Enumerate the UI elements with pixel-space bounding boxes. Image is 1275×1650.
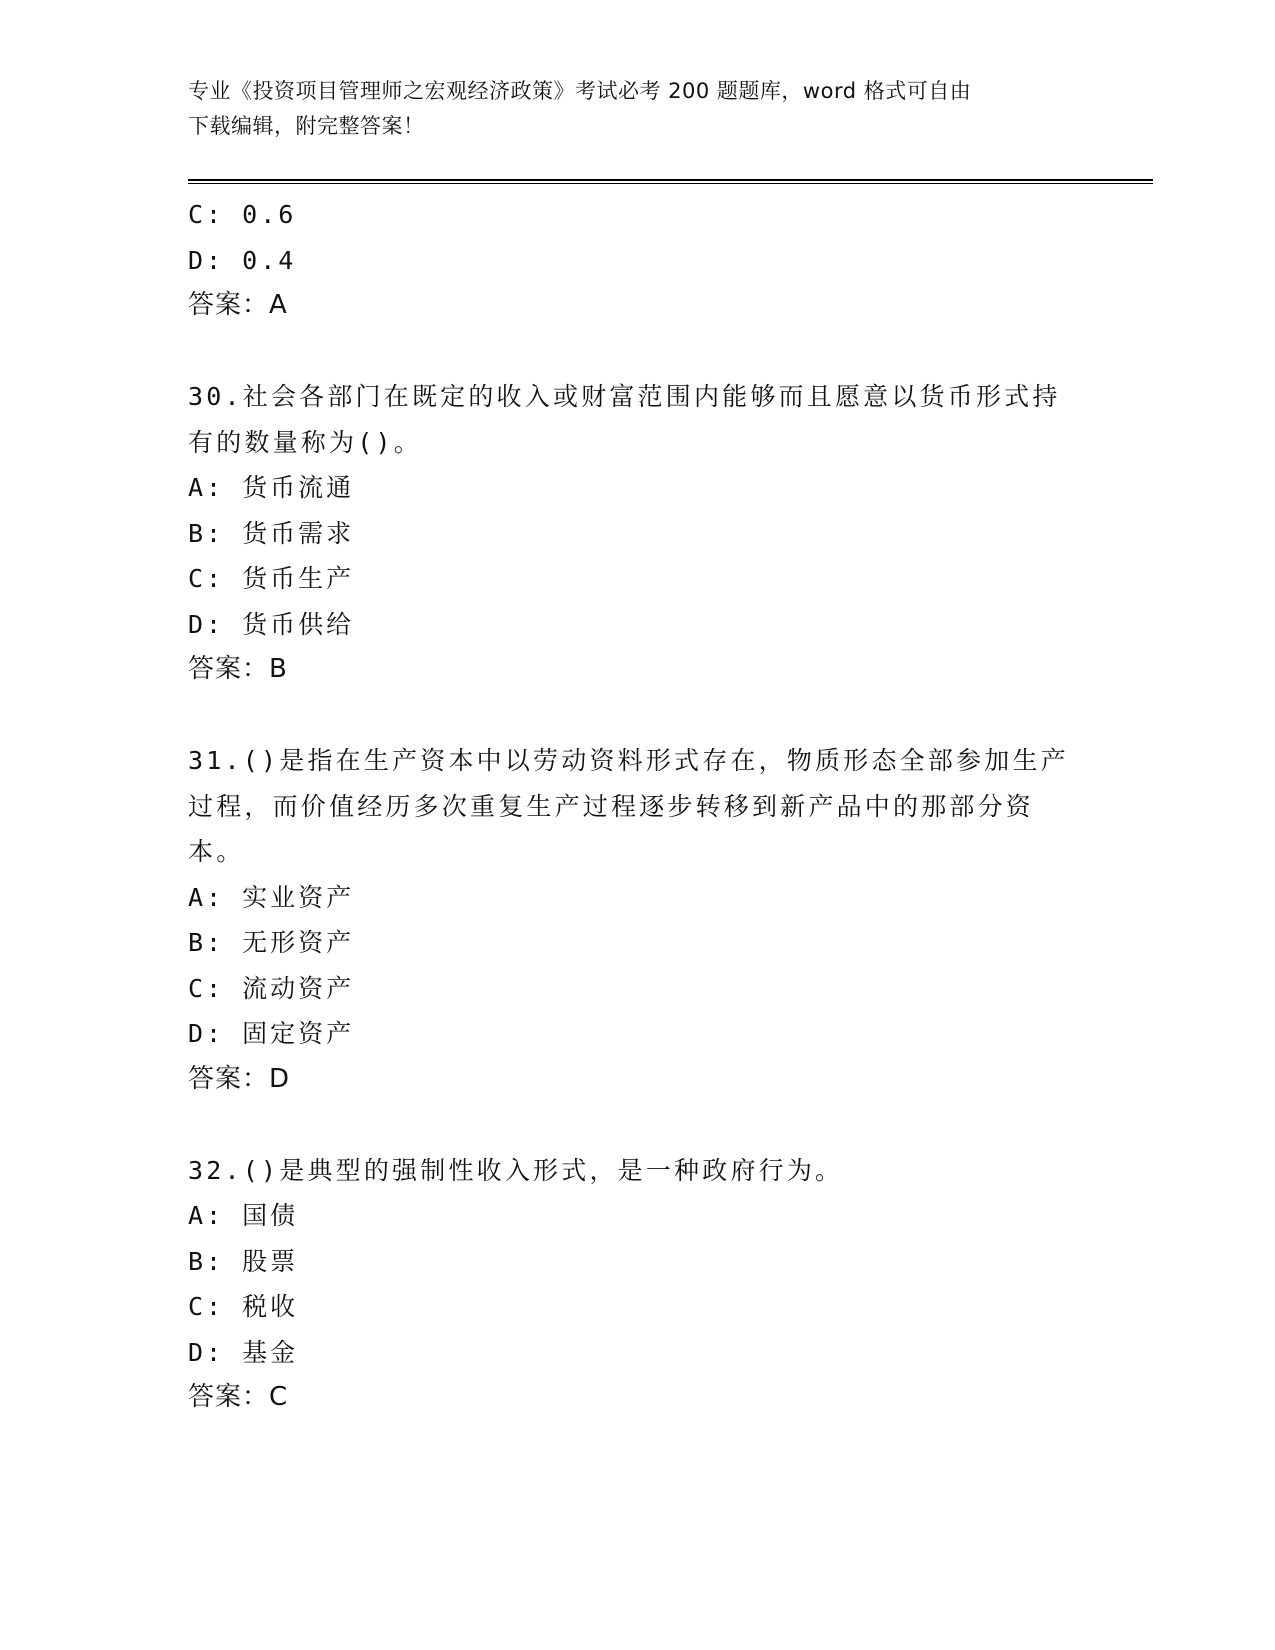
option-c: C: 0.6: [188, 200, 297, 229]
question-stem-line: 32.()是典型的强制性收入形式，是一种政府行为。: [188, 1155, 844, 1185]
spacer: [188, 1102, 1088, 1148]
spacer: [188, 693, 1088, 739]
header-line-2: 下载编辑，附完整答案！: [188, 114, 425, 138]
answer-line: 答案：D: [188, 1063, 291, 1094]
question-content: [188, 192, 1088, 1421]
question-stem-line: 30.社会各部门在既定的收入或财富范围内能够而且愿意以货币形式持: [188, 382, 1061, 411]
option-a: A: 实业资产: [188, 882, 355, 912]
question-29-tail: [188, 192, 1088, 329]
question-32: [188, 1148, 1088, 1421]
answer-line: 答案：B: [188, 654, 288, 684]
option-a: A: 货币流通: [188, 473, 355, 502]
question-30: [188, 374, 1088, 693]
question-stem-line: 有的数量称为()。: [188, 427, 422, 457]
option-b: B: 无形资产: [188, 928, 355, 957]
option-c: C: 流动资产: [188, 973, 355, 1003]
header-divider-thin: [188, 183, 1153, 184]
answer-line: 答案：C: [188, 1382, 289, 1412]
spacer: [188, 329, 1088, 375]
question-31: [188, 738, 1088, 1102]
question-stem-line: 31.()是指在生产资本中以劳动资料形式存在，物质形态全部参加生产: [188, 746, 1069, 775]
option-d: D: 基金: [188, 1337, 299, 1367]
option-b: B: 股票: [188, 1246, 299, 1276]
option-d: D: 固定资产: [188, 1019, 355, 1048]
answer-line: 答案：A: [188, 290, 288, 320]
option-a: A: 国债: [188, 1201, 299, 1230]
header-divider-thick: [188, 179, 1153, 181]
question-stem-line: 本。: [188, 837, 245, 866]
option-c: C: 货币生产: [188, 564, 355, 593]
question-stem-line: 过程，而价值经历多次重复生产过程逐步转移到新产品中的那部分资: [188, 791, 1035, 821]
option-d: D: 货币供给: [188, 609, 355, 639]
document-header: [188, 74, 1068, 144]
option-d: D: 0.4: [188, 245, 297, 275]
header-line-1: 专业《投资项目管理师之宏观经济政策》考试必考 200 题题库，word 格式可自由: [188, 79, 972, 103]
option-c: C: 税收: [188, 1292, 299, 1321]
option-b: B: 货币需求: [188, 518, 355, 548]
